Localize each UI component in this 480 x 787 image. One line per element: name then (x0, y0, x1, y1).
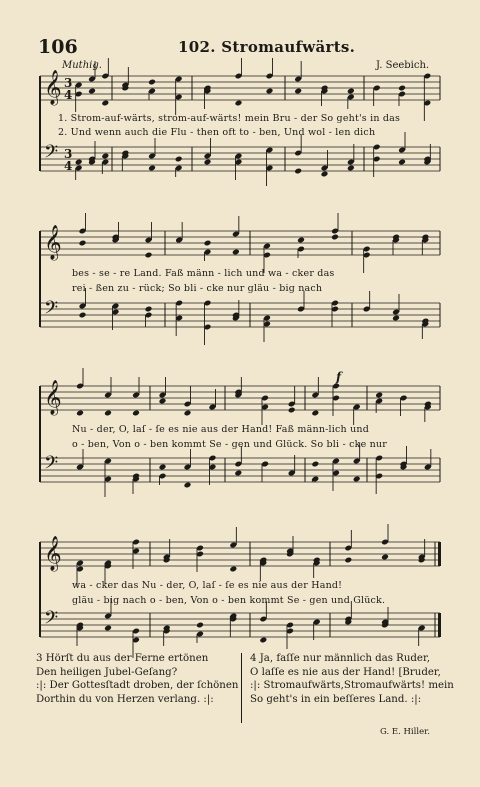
note-head (76, 410, 84, 417)
note-head (398, 159, 406, 166)
note-head (229, 566, 237, 573)
note-head (234, 470, 242, 477)
note-head (184, 482, 192, 489)
note-head (75, 159, 83, 166)
note-head (232, 249, 240, 256)
verse-3-line: Dorthin du von Herzen verlang. :|: (36, 693, 214, 705)
time-signature-top: 3 (64, 147, 73, 161)
note-head (159, 398, 167, 405)
note-head (104, 625, 112, 632)
verse-4-line: O laſſe es nie aus der Hand! [Bruder, (250, 666, 441, 678)
verse-4-line: :|: Stromaufwärts,Stromaufwärts! mein (250, 680, 454, 692)
time-signature-bottom: 4 (64, 88, 73, 102)
note-head (204, 240, 212, 247)
dynamic-forte: f (336, 370, 342, 384)
time-signature-top: 3 (64, 76, 73, 90)
tempo-marking: Muthig. (62, 60, 102, 71)
arranger-credit: G. E. Hiller. (380, 727, 430, 737)
lyric-line-s4-v2: gläu - big nach o - ben, Von o - ben kommt Se - gen und Glück. (72, 595, 386, 606)
hymn-title: 102. Stromaufwärts. (178, 38, 356, 56)
note-head (311, 410, 319, 417)
note-head (331, 234, 339, 241)
note-head (347, 88, 355, 95)
note-head (294, 88, 302, 95)
treble-clef: 𝄞 (44, 380, 62, 415)
note-head (311, 461, 319, 468)
note-head (353, 476, 361, 483)
lyric-line-s1-v1: 1. Strom-auf-wärts, strom-auf-wärts! mein Bru - der So geht's in das (58, 113, 401, 124)
verse-4 (250, 652, 454, 706)
bass-clef: 𝄢 (44, 608, 59, 633)
verse-4-line: So geht's in ein beſſeres Land. :|: (250, 693, 422, 705)
note-head (148, 165, 156, 172)
note-head (145, 252, 153, 259)
lyric-line-s2-v2: rei - ßen zu - rück; So bli - cke nur gläu - big nach (72, 283, 323, 294)
note-head (321, 171, 329, 178)
final-bar-line (438, 542, 441, 566)
note-head (79, 312, 87, 319)
note-head (79, 240, 87, 247)
verse-divider (241, 653, 242, 723)
note-head (145, 306, 153, 313)
note-head (175, 156, 183, 163)
lyric-line-s3-v1: Nu - der, O, laſ - ſe es nie aus der Hand! Faß männ-lich und (72, 424, 370, 435)
note-head (132, 410, 140, 417)
note-head (347, 165, 355, 172)
note-head (159, 464, 167, 471)
time-signature-bottom: 4 (64, 159, 73, 173)
note-head (259, 637, 267, 644)
page-number: 106 (38, 36, 78, 58)
note-head (297, 237, 305, 244)
note-head (266, 88, 274, 95)
note-head (398, 85, 406, 92)
lyric-line-s3-v2: o - ben, Von o - ben kommt Se - gen und Glück. So bli - cke nur (72, 439, 387, 450)
note-head (381, 554, 389, 561)
note-head (196, 622, 204, 629)
verse-3-line: Den heiligen Jubel-Geſang? (36, 666, 178, 678)
lyric-line-s4-v1: wa - cker das Nu - der, O, laſ - ſe es nie aus der Hand! (72, 580, 343, 591)
note-head (235, 100, 243, 107)
bass-clef: 𝄢 (44, 142, 59, 167)
bass-clef: 𝄢 (44, 453, 59, 478)
note-head (101, 153, 109, 160)
verse-3-line: 3 Hörſt du aus der Ferne ertönen (36, 653, 209, 664)
note-head (184, 410, 192, 417)
note-head (148, 79, 156, 86)
verse-4-line: 4 Ja, faſſe nur männlich das Ruder, (250, 653, 430, 664)
note-head (104, 410, 112, 417)
treble-clef: 𝄞 (44, 225, 62, 260)
bass-clef: 𝄢 (44, 298, 59, 323)
note-head (204, 159, 212, 166)
note-head (294, 168, 302, 175)
note-head (88, 88, 96, 95)
final-bar-line (438, 613, 441, 637)
verse-3 (36, 652, 238, 706)
note-head (392, 315, 400, 322)
verse-3-line: :|: Der Gottesſtadt droben, der ſchönen (36, 680, 239, 692)
note-head (344, 557, 352, 564)
note-head (288, 407, 296, 414)
lyric-line-s1-v2: 2. Und wenn auch die Flu - then oft to - ben, Und wol - len dich (58, 127, 376, 138)
note-head (101, 100, 109, 107)
treble-clef: 𝄞 (44, 536, 62, 571)
treble-clef: 𝄞 (44, 70, 62, 105)
composer-credit: J. Seebich. (376, 60, 430, 71)
note-head (375, 392, 383, 399)
lyric-line-s2-v1: bes - se - re Land. Faß männ - lich und wa - cker das (72, 268, 335, 279)
